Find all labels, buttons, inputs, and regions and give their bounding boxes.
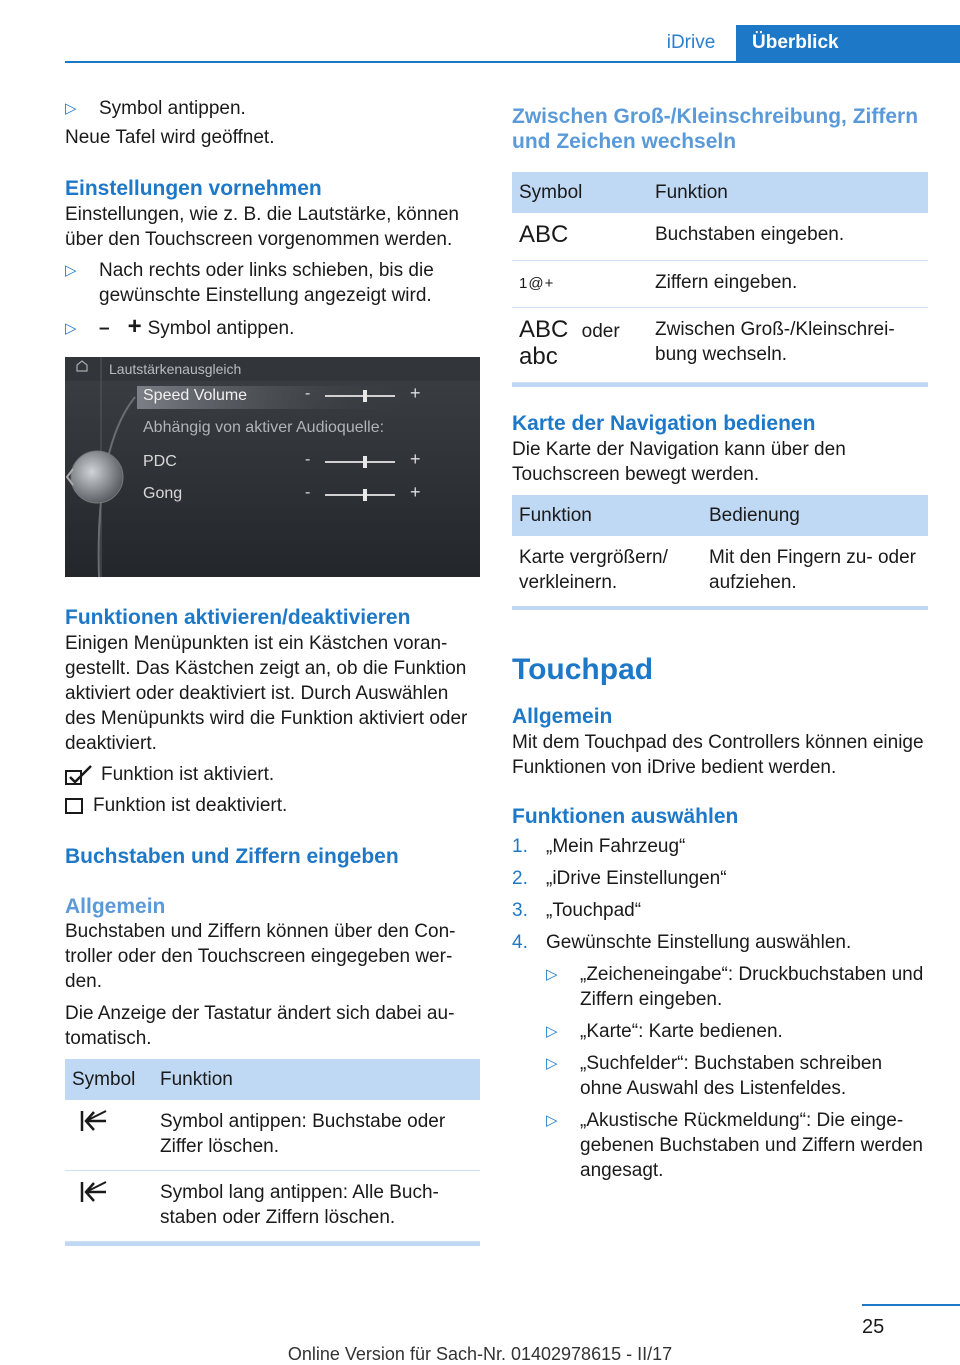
section-heading: Zwischen Groß-/Kleinschreibung, Ziffern und Zeichen wechseln	[512, 105, 919, 153]
table-row: ABC Buchstaben eingeben.	[512, 213, 928, 261]
minus-icon: –	[99, 318, 110, 339]
sub-list-item: ▷ „Zeicheneingabe“: Druckbuchstaben und Ziffern eingeben.	[546, 964, 924, 1010]
minus-icon[interactable]: -	[305, 385, 311, 402]
section-heading: Funktionen auswählen	[512, 805, 739, 828]
triangle-bullet-icon: ▷	[546, 1055, 558, 1072]
screen-row-pdc[interactable]: PDC	[143, 453, 177, 470]
left-column	[65, 96, 480, 1246]
section-heading: Buchstaben und Ziffern eingeben	[65, 845, 399, 868]
triangle-bullet-icon: ▷	[546, 1023, 558, 1040]
paragraph: Neue Tafel wird geöffnet.	[65, 127, 275, 148]
bullet-item: ▷ – + Symbol antippen.	[65, 313, 295, 340]
list-item: 2. „iDrive Einstellungen“	[512, 868, 727, 889]
paragraph: Buchstaben und Ziffern können über den Controller oder den Touchscreen eingegeben werden.	[65, 921, 456, 992]
triangle-bullet-icon: ▷	[546, 1112, 558, 1129]
checked-box-icon	[65, 765, 95, 785]
sub-list-item: ▷ „Suchfelder“: Buchstaben schreiben ohne Auswahl des Listenfeldes.	[546, 1053, 883, 1099]
minus-icon[interactable]: -	[305, 484, 311, 501]
sub-list-item: ▷ „Karte“: Karte bedienen.	[546, 1021, 783, 1042]
screen-row-audio-source: Abhängig von aktiver Audioquelle:	[143, 419, 385, 436]
paragraph: Einigen Menüpunkten ist ein Kästchen vorangestellt. Das Kästchen zeigt an, ob die Funktion aktiviert oder deaktiviert ist. Durch Auswählen des Menüpunkts wird die Funktion aktiviert oder deaktiviert.	[65, 633, 468, 754]
list-item: 1. „Mein Fahrzeug“	[512, 836, 686, 857]
chapter-tab: Überblick	[736, 25, 960, 61]
triangle-bullet-icon: ▷	[65, 100, 77, 117]
section-heading: Karte der Navigation bedienen	[512, 412, 816, 435]
table-end-rule	[512, 383, 928, 387]
table-row: 1@+ Ziffern eingeben.	[512, 261, 928, 308]
footer-rule	[862, 1304, 960, 1306]
list-item: 4. Gewünschte Einstellung auswählen.	[512, 932, 852, 953]
page-number: 25	[862, 1316, 885, 1338]
triangle-bullet-icon: ▷	[546, 966, 558, 983]
checked-line: Funktion ist aktiviert.	[65, 762, 480, 787]
triangle-bullet-icon: ▷	[65, 320, 77, 337]
map-table	[512, 495, 928, 606]
section-heading: Einstellungen vornehmen	[65, 177, 322, 200]
table-header: Funktion	[512, 495, 702, 536]
plus-icon[interactable]: +	[410, 482, 421, 502]
table-header: Funktion	[153, 1059, 480, 1100]
abc-upper-symbol: ABC	[519, 221, 569, 248]
right-column	[512, 96, 928, 1183]
paragraph: Einstellungen, wie z. B. die Lautstärke, können über den Touchscreen vorgenommen werden.	[65, 204, 459, 250]
plus-icon[interactable]: +	[410, 449, 421, 469]
screen-row-gong[interactable]: Gong	[143, 485, 183, 502]
abc-upper-symbol: ABC	[519, 316, 569, 343]
symbol-table	[512, 172, 928, 383]
plus-icon[interactable]: +	[410, 383, 421, 403]
backspace-icon	[72, 1180, 112, 1204]
paragraph: Die Karte der Navigation kann über den Touchscreen bewegt werden.	[512, 439, 846, 485]
minus-icon[interactable]: -	[305, 451, 311, 468]
list-item: 3. „Touchpad“	[512, 900, 642, 921]
delete-symbol-table	[65, 1059, 480, 1242]
screen-image	[65, 357, 480, 577]
table-header: Symbol	[512, 172, 648, 213]
numbers-symbol: 1@+	[519, 275, 555, 292]
paragraph: Die Anzeige der Tastatur ändert sich dabei automatisch.	[65, 1003, 455, 1049]
section-heading: Allgemein	[512, 705, 613, 728]
unchecked-line: Funktion ist deaktiviert.	[65, 793, 480, 818]
screen-title: Lautstärkenausgleich	[109, 361, 242, 377]
section-heading: Funktionen aktivieren/deaktivieren	[65, 606, 411, 629]
table-row: Symbol antippen: Buchstabe oder Ziffer löschen.	[65, 1100, 480, 1171]
sub-list-item: ▷ „Akustische Rückmeldung“: Die eingegebenen Buchstaben und Ziffern werden angesagt.	[546, 1110, 923, 1181]
abc-lower-symbol: abc	[519, 343, 558, 370]
table-row: Karte vergrößern/ verkleinern. Mit den Fingern zu- oder aufziehen.	[519, 547, 916, 593]
sub-list	[546, 962, 928, 1183]
unchecked-box-icon	[65, 797, 87, 815]
table-header: Symbol	[65, 1059, 153, 1100]
bullet-item: ▷ Symbol antippen.	[65, 98, 246, 119]
table-row: ABC oder abc Zwischen Groß-/Kleinschreibung wechseln.	[512, 308, 928, 383]
table-header: Bedienung	[702, 495, 928, 536]
table-header: Funktion	[648, 172, 928, 213]
bullet-item: ▷ Nach rechts oder links schieben, bis die gewünschte Einstellung angezeigt wird.	[65, 260, 434, 306]
screen-row-speed-volume[interactable]: Speed Volume	[143, 387, 248, 404]
triangle-bullet-icon: ▷	[65, 262, 77, 279]
table-row: Symbol lang antippen: Alle Buchstaben oder Ziffern löschen.	[65, 1171, 480, 1242]
subsection-heading: Allgemein	[65, 895, 166, 918]
header-rule	[65, 61, 960, 63]
chapter-heading: Touchpad	[512, 653, 654, 686]
footer-note: Online Version für Sach-Nr. 01402978615 - II/17	[287, 1344, 673, 1364]
table-end-rule	[512, 606, 928, 610]
section-tab: iDrive	[666, 32, 716, 53]
backspace-icon	[72, 1109, 112, 1133]
plus-icon: +	[127, 313, 142, 340]
paragraph: Mit dem Touchpad des Controllers können einige Funktionen von iDrive bedient werden.	[512, 732, 924, 778]
table-end-rule	[65, 1242, 480, 1246]
